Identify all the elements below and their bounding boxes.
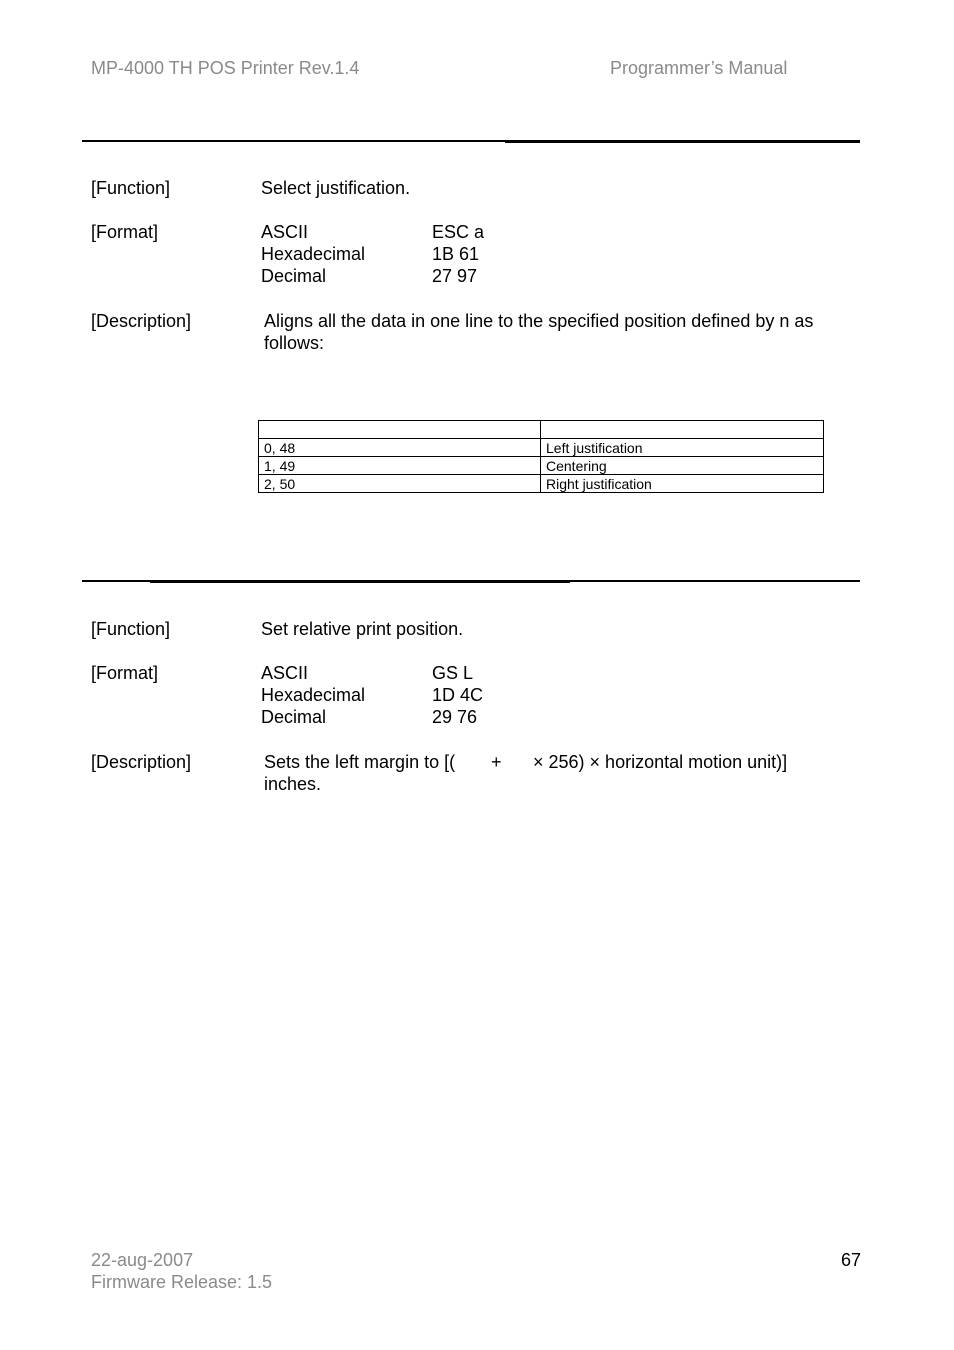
justification-table xyxy=(258,420,824,493)
section-divider-accent xyxy=(505,140,860,143)
format-hex-label: Hexadecimal xyxy=(261,685,366,705)
function-label: [Function] xyxy=(91,619,171,639)
header-manual-title: Programmer’s Manual xyxy=(610,58,788,78)
description-text-continued: inches. xyxy=(264,774,322,794)
description-label: [Description] xyxy=(91,311,192,331)
function-text: Select justification. xyxy=(261,178,411,198)
table-cell-function: Right justification xyxy=(541,475,824,493)
description-plus-sign: + xyxy=(491,752,502,772)
page-number: 67 xyxy=(841,1250,862,1270)
table-cell-n: 1, 49 xyxy=(259,457,541,475)
function-label: [Function] xyxy=(91,178,171,198)
description-text-continued: follows: xyxy=(264,333,325,353)
function-text: Set relative print position. xyxy=(261,619,464,639)
table-row xyxy=(259,475,824,493)
format-label: [Format] xyxy=(91,663,159,683)
format-decimal-label: Decimal xyxy=(261,707,327,727)
format-ascii-label: ASCII xyxy=(261,222,309,242)
table-row xyxy=(259,439,824,457)
table-cell-n: 0, 48 xyxy=(259,439,541,457)
format-decimal-label: Decimal xyxy=(261,266,327,286)
format-decimal-value: 27 97 xyxy=(432,266,478,286)
format-hex-label: Hexadecimal xyxy=(261,244,366,264)
section-divider-accent xyxy=(150,580,570,583)
format-label: [Format] xyxy=(91,222,159,242)
format-ascii-value: ESC a xyxy=(432,222,485,242)
description-text-part1: Sets the left margin to [( xyxy=(264,752,456,772)
table-header-row xyxy=(259,421,824,439)
table-cell-function: Centering xyxy=(541,457,824,475)
format-decimal-value: 29 76 xyxy=(432,707,478,727)
footer-date: 22-aug-2007 xyxy=(91,1250,194,1270)
format-ascii-label: ASCII xyxy=(261,663,309,683)
format-hex-value: 1D 4C xyxy=(432,685,484,705)
header-title: MP-4000 TH POS Printer Rev.1.4 xyxy=(91,58,360,78)
description-text-part2: × 256) × horizontal motion unit)] xyxy=(533,752,788,772)
table-cell-function: Left justification xyxy=(541,439,824,457)
table-row xyxy=(259,457,824,475)
table-header-cell xyxy=(541,421,824,439)
description-label: [Description] xyxy=(91,752,192,772)
table-header-cell xyxy=(259,421,541,439)
description-text: Aligns all the data in one line to the specified position defined by n as xyxy=(264,311,814,331)
format-hex-value: 1B 61 xyxy=(432,244,480,264)
table-cell-n: 2, 50 xyxy=(259,475,541,493)
footer-firmware: Firmware Release: 1.5 xyxy=(91,1272,273,1292)
format-ascii-value: GS L xyxy=(432,663,474,683)
